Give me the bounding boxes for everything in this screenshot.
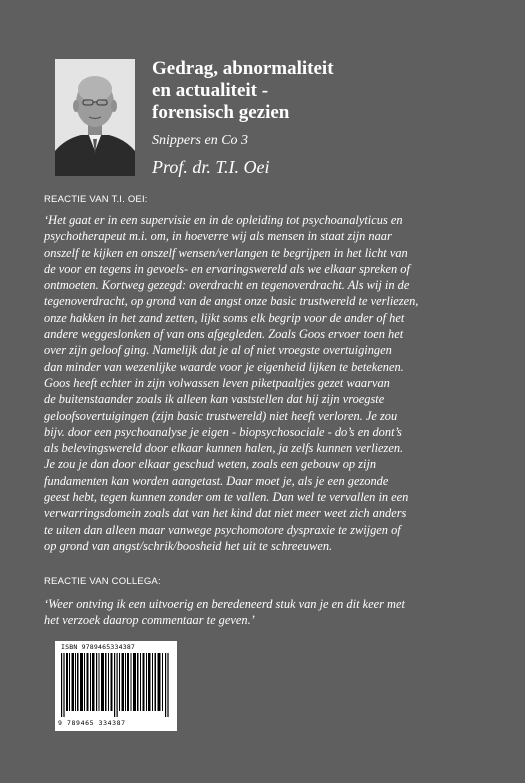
book-title — [152, 58, 492, 124]
isbn-barcode — [55, 641, 177, 731]
text-line: verwarringsdomein zoals dat van het kind dat niet meer weet zich anders — [44, 506, 407, 521]
text-line: geest hebt, tegen kunnen zonder om te vallen. Dan wel te vervallen in een — [44, 490, 409, 505]
isbn-digits: 9 789465 334387 — [58, 719, 126, 727]
barcode-bars-image — [61, 653, 171, 717]
text-line: ontmoeten. Kortweg gezegd: overdracht en tegenoverdracht. Als wij in de — [44, 278, 410, 293]
text-line: over zijn geloof ging. Namelijk dat je al of niet vroegste overtuigingen — [44, 343, 392, 358]
text-line: de buitenstaander zoals ik alleen kan vaststellen dat hij zijn vroegste — [44, 392, 385, 407]
text-line: psychotherapeut m.i. om, in hoeverre wij als mensen in staat zijn naar — [44, 229, 392, 244]
reactie-oei-label: REACTIE VAN T.I. OEI: — [44, 194, 148, 205]
text-line: dan minder van wezenlijke waarde voor je eigenheid lijken te betekenen. — [44, 359, 404, 374]
text-line: fundamenten kan worden aangetast. Daar moet je, als je een gezonde — [44, 473, 389, 488]
text-line: ‘Weer ontving ik een uitvoerig en beredeneerd stuk van je en dit keer met — [44, 597, 405, 611]
text-line: het verzoek daarop commentaar te geven.’ — [44, 613, 255, 628]
text-line: als belevingswereld door elkaar kunnen halen, ja zelfs kunnen verliezen. — [44, 441, 404, 456]
isbn-label: ISBN 9789465334387 — [61, 643, 136, 651]
title-block — [152, 58, 492, 178]
text-line: onze hakken in het zand zetten, lijkt soms elk begrip voor de ander of het — [44, 310, 405, 325]
text-line: geloofsovertuigingen (zijn basic trustwereld) niet heeft verloren. Je zou — [44, 408, 398, 423]
text-line: andere weggeslonken of van ons afgegleden. Zoals Goos ervoer toen het — [44, 327, 404, 342]
text-line: ‘Het gaat er in een supervisie en in de opleiding tot psychoanalyticus en — [44, 213, 403, 227]
text-line: de voor en tegens in gevoels- en ervaringswereld als we elkaar spreken of — [44, 261, 410, 276]
text-line: Je zou je dan door elkaar geschud weten, zoals een gebouw op zijn — [44, 457, 377, 472]
reactie-collega-text — [44, 596, 484, 629]
text-line: te uiten dan alleen maar vanwege psychomotore dyspraxie te zwijgen of — [44, 522, 401, 537]
book-title-line: en actualiteit - — [152, 80, 269, 101]
text-line: bijv. door een psychoanalyse je eigen - biopsychosociale - do’s en dont’s — [44, 424, 402, 439]
author-name: Prof. dr. T.I. Oei — [152, 157, 270, 177]
text-line: op grond van angst/schrik/boosheid het uit te schreeuwen. — [44, 538, 333, 553]
author-photo — [55, 59, 135, 176]
book-title-line: forensisch gezien — [152, 102, 290, 123]
reactie-collega-label: REACTIE VAN COLLEGA: — [44, 576, 161, 587]
series-name: Snippers en Co 3 — [152, 133, 249, 148]
book-title-line: Gedrag, abnormaliteit — [152, 58, 334, 79]
text-line: onszelf te kijken en onszelf wensen/verlangen te begrijpen in het licht van — [44, 245, 408, 260]
text-line: Goos heeft echter in zijn volwassen leven piketpaaltjes gezet waarvan — [44, 375, 390, 390]
text-line: tegenoverdracht, op grond van de angst onze basic trustwereld te verliezen, — [44, 294, 419, 309]
author-portrait-image — [55, 59, 135, 176]
reactie-oei-text — [44, 212, 484, 554]
